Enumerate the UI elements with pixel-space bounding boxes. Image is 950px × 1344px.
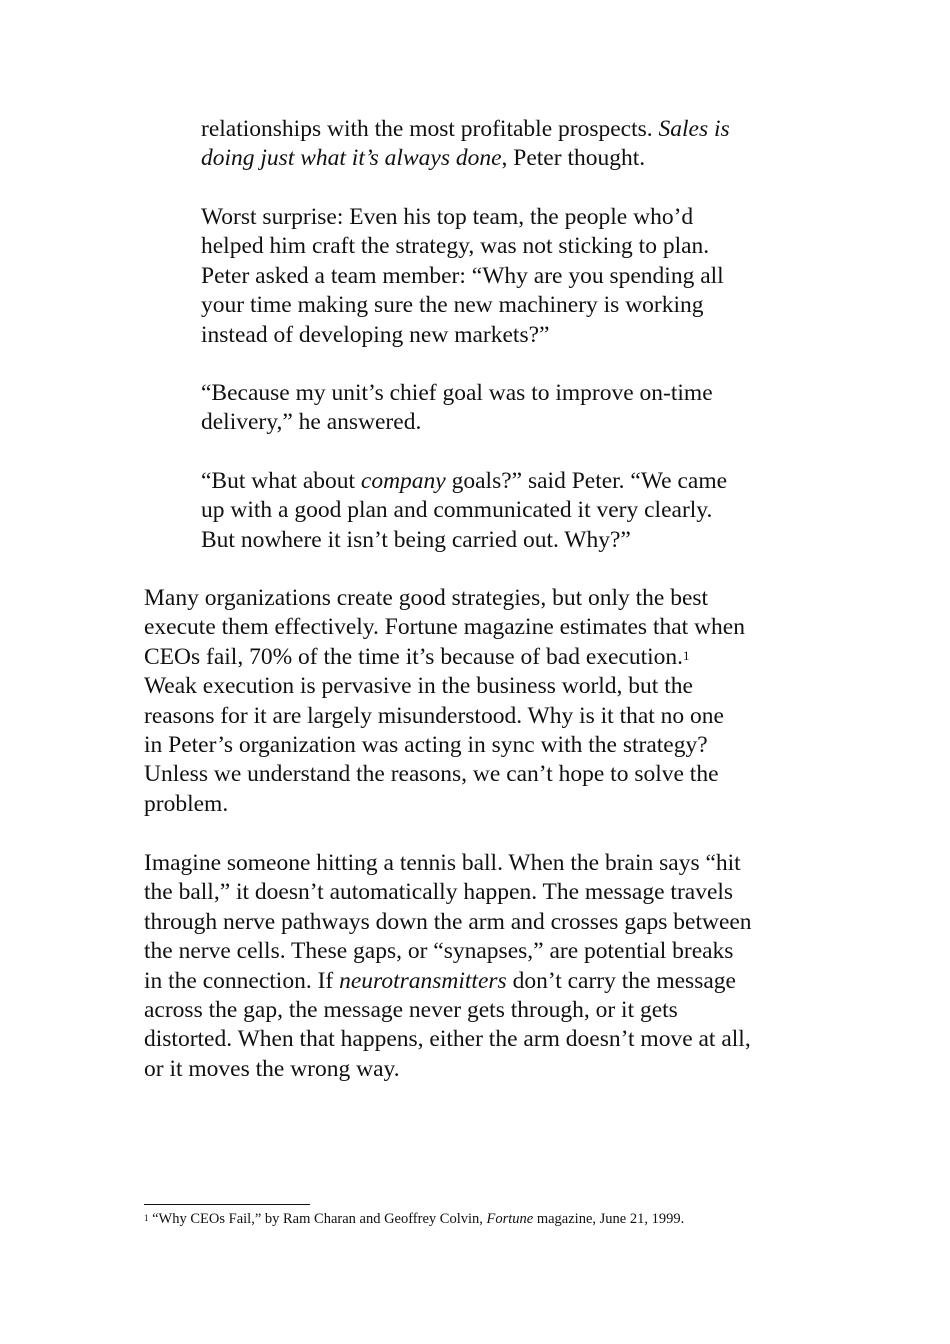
story-paragraph-1 — [201, 115, 730, 174]
text-line: distorted. When that happens, either the arm doesn’t move at all, — [144, 1026, 751, 1053]
text-run: , Peter thought. — [501, 145, 646, 172]
text-line: Weak execution is pervasive in the business world, but the — [144, 673, 693, 700]
text-line: your time making sure the new machinery is working — [201, 292, 704, 319]
footnote-text: magazine, June 21, 1999. — [533, 1211, 685, 1227]
text-line: delivery,” he answered. — [201, 409, 422, 436]
text-line: Worst surprise: Even his top team, the people who’d — [201, 204, 694, 230]
italic-text: Sales is — [658, 116, 730, 142]
footnote — [144, 1210, 684, 1228]
footnote-number: 1 — [144, 1213, 149, 1223]
text-line: problem. — [144, 790, 229, 817]
italic-text: company — [360, 468, 446, 494]
text-line: execute them effectively. Fortune magazine estimates that when — [144, 614, 745, 641]
text-line — [144, 643, 745, 672]
text-line: the ball,” it doesn’t automatically happen. The message travels — [144, 879, 734, 906]
footnote-reference[interactable]: 1 — [683, 647, 690, 663]
italic-text: neurotransmitters — [339, 967, 507, 994]
text-line: or it moves the wrong way. — [144, 1055, 400, 1082]
text-line: But nowhere it isn’t being carried out. Why?” — [201, 526, 631, 553]
text-line: Imagine someone hitting a tennis ball. When the brain says “hit — [144, 850, 741, 876]
text-line — [201, 144, 730, 173]
text-run: “But what about — [201, 468, 361, 494]
text-run: goals?” said Peter. “We came — [445, 468, 728, 494]
footnote-italic-text: Fortune — [486, 1211, 534, 1227]
story-paragraph-3 — [201, 379, 713, 438]
text-line: instead of developing new markets?” — [201, 321, 550, 348]
text-run: in the connection. If — [144, 967, 340, 994]
text-line: reasons for it are largely misunderstood. Why is it that no one — [144, 702, 724, 729]
text-run: don’t carry the message — [506, 967, 736, 994]
text-line: the nerve cells. These gaps, or “synapses,” are potential breaks — [144, 938, 734, 965]
text-line — [201, 467, 727, 496]
footnote-text: “Why CEOs Fail,” by Ram Charan and Geoffrey Colvin, — [148, 1211, 487, 1227]
story-paragraph-2 — [201, 203, 724, 350]
text-line: Many organizations create good strategies, but only the best — [144, 585, 709, 611]
text-run: relationships with the most profitable prospects. — [201, 116, 659, 142]
italic-text: doing just what it’s always done — [201, 145, 502, 172]
text-line: across the gap, the message never gets through, or it gets — [144, 997, 678, 1024]
text-line: Unless we understand the reasons, we can’t hope to solve the — [144, 761, 719, 788]
text-line: through nerve pathways down the arm and crosses gaps between — [144, 908, 752, 935]
story-paragraph-4 — [201, 467, 727, 555]
text-run: CEOs fail, 70% of the time it’s because of bad execution. — [144, 643, 684, 670]
body-paragraph-1 — [144, 584, 745, 819]
text-line: in Peter’s organization was acting in sync with the strategy? — [144, 732, 708, 759]
footnote-divider — [144, 1204, 310, 1205]
body-paragraph-2 — [144, 849, 752, 1084]
text-line: up with a good plan and communicated it very clearly. — [201, 497, 713, 524]
text-line — [144, 967, 752, 996]
text-line — [201, 115, 730, 144]
text-line: Peter asked a team member: “Why are you spending all — [201, 262, 724, 289]
text-line: helped him craft the strategy, was not sticking to plan. — [201, 233, 710, 260]
text-line: “Because my unit’s chief goal was to improve on-time — [201, 380, 713, 406]
